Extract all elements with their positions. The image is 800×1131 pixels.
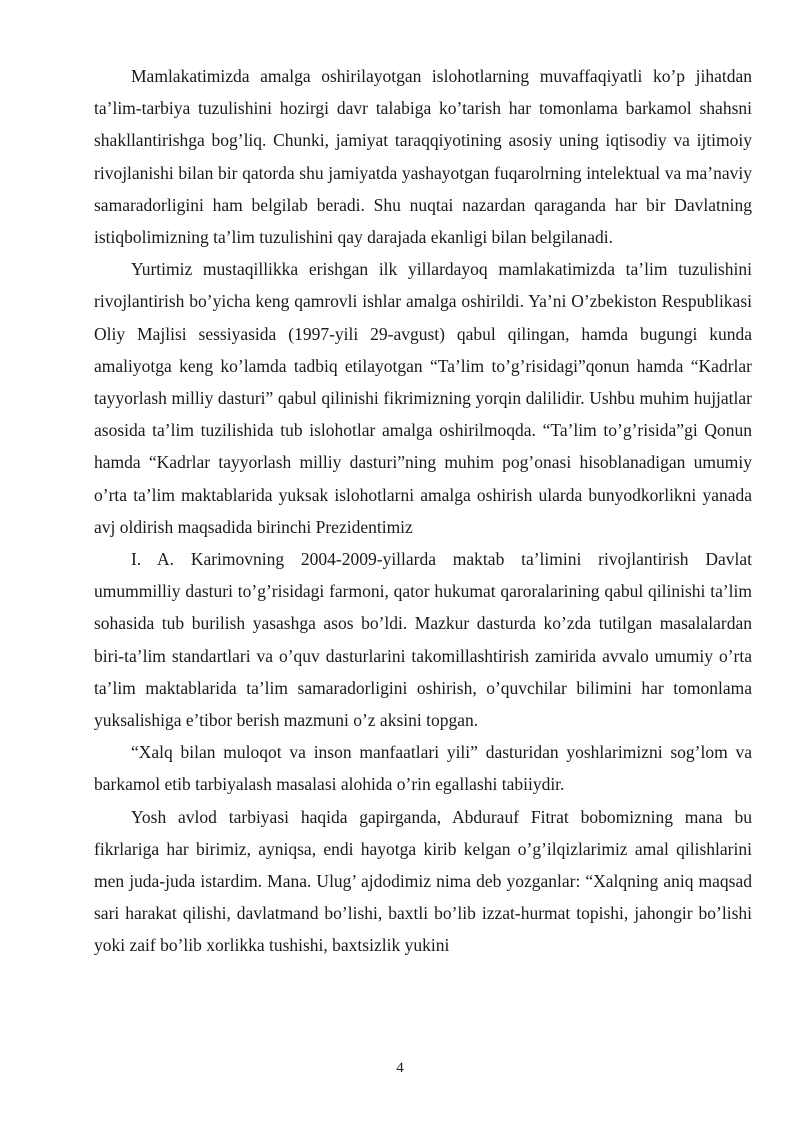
page-number: 4 bbox=[396, 1060, 404, 1076]
paragraph-5: Yosh avlod tarbiyasi haqida gapirganda, Abdurauf Fitrat bobomizning mana bu fikrlariga har birimiz, ayniqsa, endi hayotga kirib kelgan o’g’ilqizlarimiz amal qilishlarini men juda-juda istardim. Mana. Ulug’ ajdodimiz nima deb yozganlar: “Xalqning aniq maqsad sari harakat qilishi, davlatmand bo’lishi, baxtli bo’lib izzat-hurmat topishi, jahongir bo’lishi yoki zaif bo’lib xorlikka tushishi, baxtsizlik yukini bbox=[94, 806, 752, 956]
paragraph-1: Mamlakatimizda amalga oshirilayotgan islohotlarning muvaffaqiyatli ko’p jihatdan ta’lim-tarbiya tuzulishini hozirgi davr talabiga ko’tarish har tomonlama barkamol shahsni shakllantirishga bog’liq. Chunki, jamiyat taraqqiyotining asosiy uning iqtisodiy va ijtimoiy rivojlanishi bilan bir qatorda shu jamiyatda yashayotgan fuqarolrning intelektual va ma’naviy samaradorligini ham belgilab beradi. Shu nuqtai nazardan qaraganda har bir Davlatning istiqbolimizning ta’lim tuzulishini qay darajada ekanligi bilan belgilanadi. bbox=[94, 66, 752, 248]
paragraph-2: Yurtimiz mustaqillikka erishgan ilk yillardayoq mamlakatimizda ta’lim tuzulishini rivojlantirish bo’yicha keng qamrovli ishlar amalga oshirildi. Ya’ni O’zbekiston Respublikasi Oliy Majlisi sessiyasida (1997-yili 29-avgust) qabul qilingan, hamda bugungi kunda amaliyotga keng ko’lamda tadbiq etilayotgan “Ta’lim to’g’risidagi”qonun hamda “Kadrlar tayyorlash milliy dasturi” qabul qilinishi fikrimizning yorqin dalilidir. Ushbu muhim hujjatlar asosida ta’lim tuzilishida tub islohotlar amalga oshirilmoqda. “Ta’lim to’g’risida”gi Qonun hamda “Kadrlar tayyorlash milliy dasturi”ning muhim pog’onasi hisoblanadigan umumiy o’rta ta’lim maktablarida yuksak islohotlarni amalga oshirish ularda bunyodkorlikni yanada avj oldirish maqsadida birinchi Prezidentimiz bbox=[94, 259, 752, 537]
paragraph-4: “Xalq bilan muloqot va inson manfaatlari yili” dasturidan yoshlarimizni sog’lom va barkamol etib tarbiyalash masalasi alohida o’rin egallashi tabiiydir. bbox=[94, 742, 752, 795]
document-body bbox=[94, 60, 752, 962]
paragraph-3: I. A. Karimovning 2004-2009-yillarda maktab ta’limini rivojlantirish Davlat umummilliy dasturi to’g’risidagi farmoni, qator hukumat qaroralarining qabul qilinishi ta’lim sohasida tub burilish yasashga asos bo’ldi. Mazkur dasturda ko’zda tutilgan masalalardan biri-ta’lim standartlari va o’quv dasturlarini takomillashtirish zamirida avvalo umumiy o’rta ta’lim maktablarida ta’lim samaradorligini oshirish, o’quvchilar bilimini har tomonlama yuksalishiga e’tibor berish mazmuni o’z aksini topgan. bbox=[94, 549, 752, 731]
